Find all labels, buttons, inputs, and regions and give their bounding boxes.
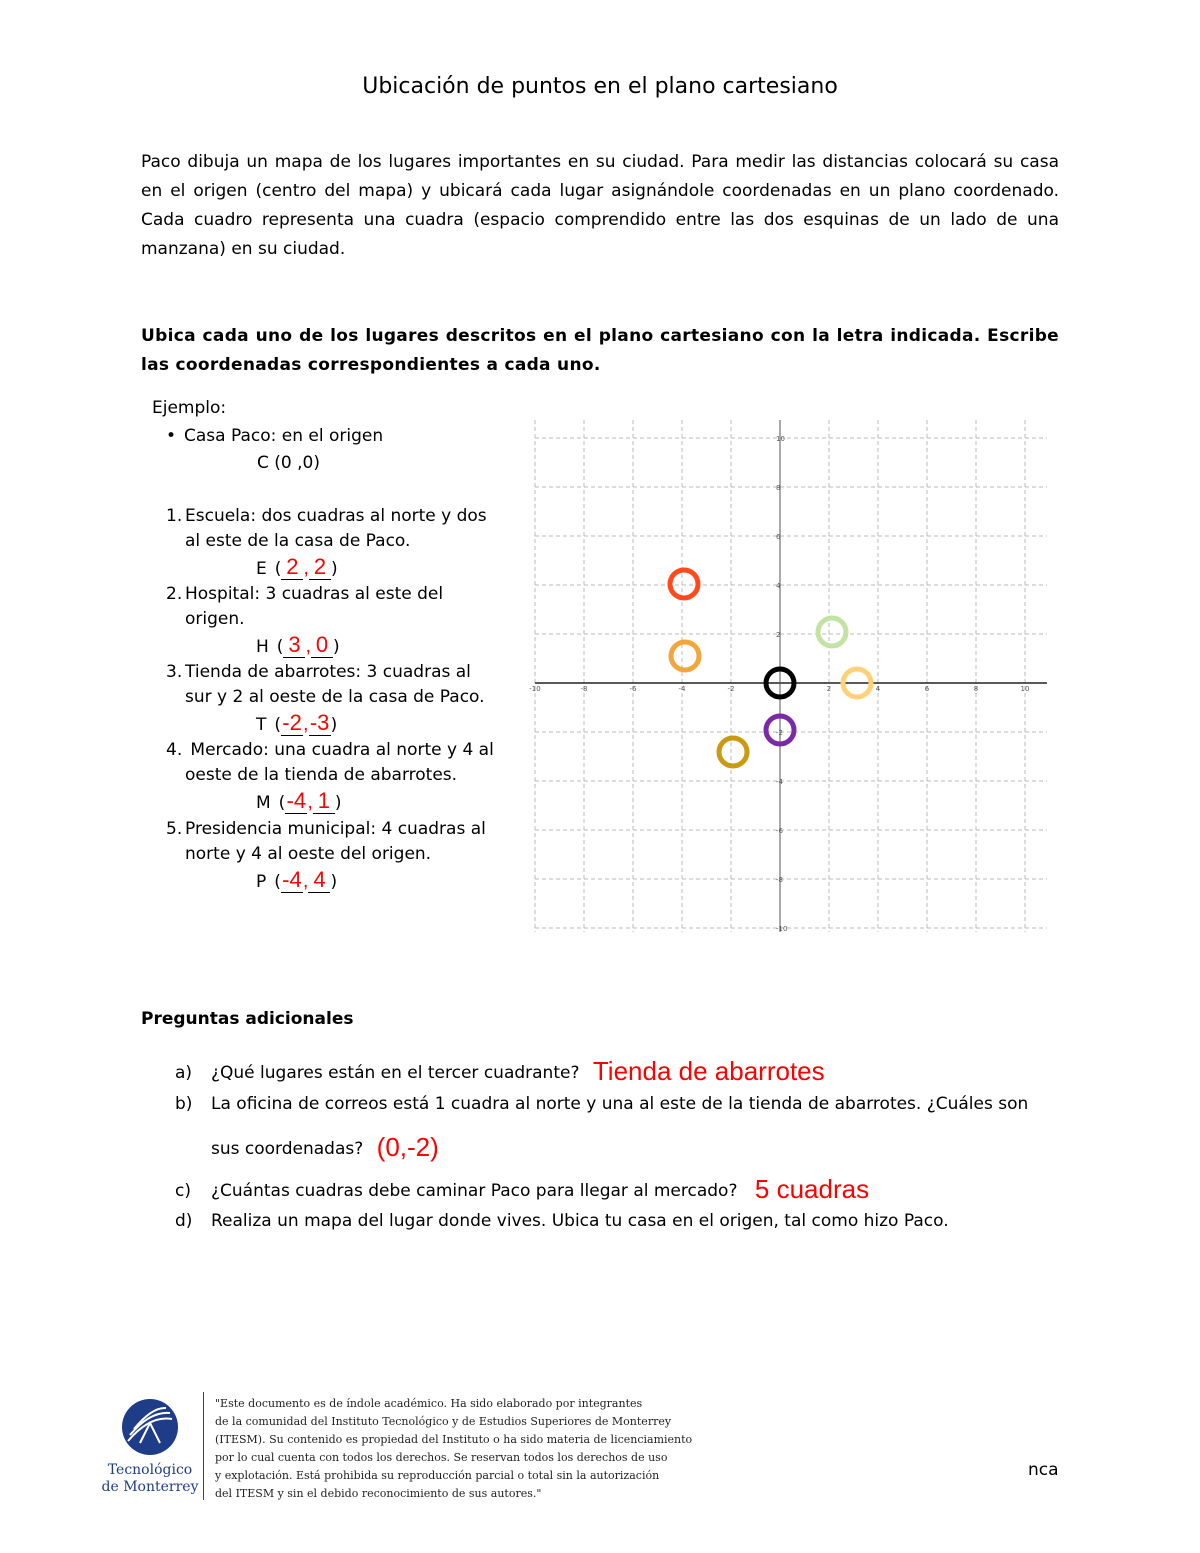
answer-y: 4 <box>313 867 326 892</box>
item-number: 2. <box>166 584 183 604</box>
cartesian-plane <box>525 410 1065 935</box>
bullet-dot: • <box>166 426 177 446</box>
footer-line: de la comunidad del Instituto Tecnológico y de Estudios Superiores de Monterrey <box>215 1415 672 1428</box>
question-text: sus coordenadas? <box>211 1139 364 1159</box>
intro-paragraph: Paco dibuja un mapa de los lugares importantes en su ciudad. Para medir las distancias colocará su casa en el origen (centro del mapa) y ubicará cada lugar asignándole coordenadas en un plano coordenado. Cada cuadro representa una cuadra (espacio comprendido entre las dos esquinas de un lado de una manzana) en su ciudad. <box>141 152 1059 259</box>
example-coord: C (0 ,0) <box>257 453 320 473</box>
item-text: Presidencia municipal: 4 cuadras al <box>185 819 486 839</box>
x-tick-label: 4 <box>875 685 881 693</box>
question-text: La oficina de correos está 1 cuadra al norte y una al este de la tienda de abarrotes. ¿Cuáles son <box>211 1094 1029 1114</box>
item-line1 <box>166 506 487 526</box>
question-letter: a) <box>175 1063 193 1083</box>
item-line1 <box>166 584 443 604</box>
footer-divider <box>203 1392 204 1500</box>
x-tick-label: 6 <box>924 685 930 693</box>
item-letter: M <box>256 793 271 813</box>
question-letter: c) <box>175 1181 191 1201</box>
item-letter: P <box>256 872 267 892</box>
item-coordinate: P (-4, 4 ) <box>256 867 338 892</box>
y-tick-label: -10 <box>776 925 788 933</box>
answer-y: 0 <box>315 632 329 657</box>
y-tick-label: 8 <box>776 484 781 492</box>
item-letter: T <box>256 715 267 735</box>
footer-line: (ITESM). Su contenido es propiedad del Instituto o ha sido materia de licenciamiento <box>215 1433 693 1446</box>
item-line2: origen. <box>185 609 245 629</box>
item-line1 <box>166 740 494 760</box>
x-tick-label: 8 <box>973 685 979 693</box>
instruction-paragraph: Ubica cada uno de los lugares descritos en el plano cartesiano con la letra indicada. Escribe las coordenadas correspondientes a cada uno. <box>141 326 1059 375</box>
question-text: Realiza un mapa del lugar donde vives. Ubica tu casa en el origen, tal como hizo Paco. <box>211 1211 949 1231</box>
item-number: 4. <box>166 740 183 760</box>
answer-x: 3 <box>288 632 301 657</box>
item-number: 5. <box>166 819 183 839</box>
footer-line: del ITESM y sin el debido reconocimiento de sus autores." <box>215 1487 542 1500</box>
x-tick-label: 10 <box>1020 685 1030 693</box>
item-text: Mercado: una cuadra al norte y 4 al <box>185 740 494 760</box>
item-line2: sur y 2 al oeste de la casa de Paco. <box>185 687 485 707</box>
item-coordinate: M (-4, 1 ) <box>256 788 342 813</box>
question-a <box>175 1054 825 1085</box>
logo-text-line1: Tecnológico <box>107 1462 193 1478</box>
x-tick-label: -8 <box>580 685 588 693</box>
footer-disclaimer <box>215 1395 692 1503</box>
question-text: ¿Cuántas cuadras debe caminar Paco para llegar al mercado? <box>211 1181 738 1201</box>
item-coordinate: T (-2,-3) <box>256 710 338 735</box>
x-tick-label: -4 <box>678 685 686 693</box>
answer-x: -4 <box>286 788 307 813</box>
y-tick-label: -6 <box>776 827 783 835</box>
question-answer: (0,-2) <box>376 1132 439 1162</box>
location-marker <box>818 618 846 646</box>
x-tick-label: -6 <box>629 685 637 693</box>
tec-logo <box>100 1395 200 1496</box>
item-letter: H <box>256 637 269 657</box>
item-text: Tienda de abarrotes: 3 cuadras al <box>185 662 471 682</box>
item-line2: oeste de la tienda de abarrotes. <box>185 765 458 785</box>
item-number: 3. <box>166 662 183 682</box>
footer-code: nca <box>1028 1460 1059 1480</box>
y-tick-label: 4 <box>776 582 781 590</box>
y-tick-label: -8 <box>776 876 783 884</box>
y-tick-label: 2 <box>776 631 781 639</box>
y-tick-label: -2 <box>776 729 783 737</box>
logo-text-line2: de Monterrey <box>101 1479 199 1495</box>
item-letter: E <box>256 559 267 579</box>
question-letter: d) <box>175 1211 193 1231</box>
question-c <box>175 1172 869 1203</box>
item-line1 <box>166 819 486 839</box>
y-tick-label: -4 <box>776 778 783 786</box>
x-tick-label: 2 <box>826 685 832 693</box>
answer-x: 2 <box>286 554 299 579</box>
y-tick-label: 10 <box>776 435 785 443</box>
answer-x: -4 <box>282 867 302 892</box>
questions-heading: Preguntas adicionales <box>141 1009 354 1029</box>
x-tick-label: -10 <box>529 685 541 693</box>
item-coordinate: E ( 2 , 2 ) <box>256 554 338 579</box>
answer-y: -3 <box>309 710 330 735</box>
footer-line: y explotación. Está prohibida su reproducción parcial o total sin la autorización <box>215 1469 660 1482</box>
question-answer: Tienda de abarrotes <box>592 1056 825 1086</box>
question-letter: b) <box>175 1094 193 1114</box>
question-b-line2 <box>211 1130 439 1161</box>
example-bullet-text: Casa Paco: en el origen <box>184 426 384 446</box>
tec-seal-icon <box>100 1395 200 1457</box>
item-coordinate: H ( 3 , 0 ) <box>256 632 340 657</box>
example-bullet <box>166 426 383 446</box>
item-text: Escuela: dos cuadras al norte y dos <box>185 506 487 526</box>
example-label: Ejemplo: <box>152 398 227 418</box>
y-tick-label: 6 <box>776 533 781 541</box>
item-text: Hospital: 3 cuadras al este del <box>185 584 444 604</box>
item-line1 <box>166 662 471 682</box>
answer-y: 2 <box>313 554 327 579</box>
location-marker <box>670 570 698 598</box>
item-line2: al este de la casa de Paco. <box>185 531 411 551</box>
location-marker <box>671 642 699 670</box>
footer-line: por lo cual cuenta con todos los derechos. Se reservan todos los derechos de uso <box>215 1451 668 1464</box>
page-title: Ubicación de puntos en el plano cartesiano <box>362 74 838 99</box>
question-d <box>175 1211 949 1231</box>
x-tick-label: -2 <box>727 685 735 693</box>
question-text: ¿Qué lugares están en el tercer cuadrante? <box>211 1063 580 1083</box>
location-marker <box>719 738 747 766</box>
answer-y: 1 <box>317 788 330 813</box>
item-number: 1. <box>166 506 183 526</box>
question-answer: 5 cuadras <box>754 1174 870 1204</box>
footer-line: "Este documento es de índole académico. Ha sido elaborado por integrantes <box>215 1397 643 1410</box>
question-b <box>175 1094 1028 1114</box>
item-line2: norte y 4 al oeste del origen. <box>185 844 432 864</box>
answer-x: -2 <box>282 710 302 735</box>
